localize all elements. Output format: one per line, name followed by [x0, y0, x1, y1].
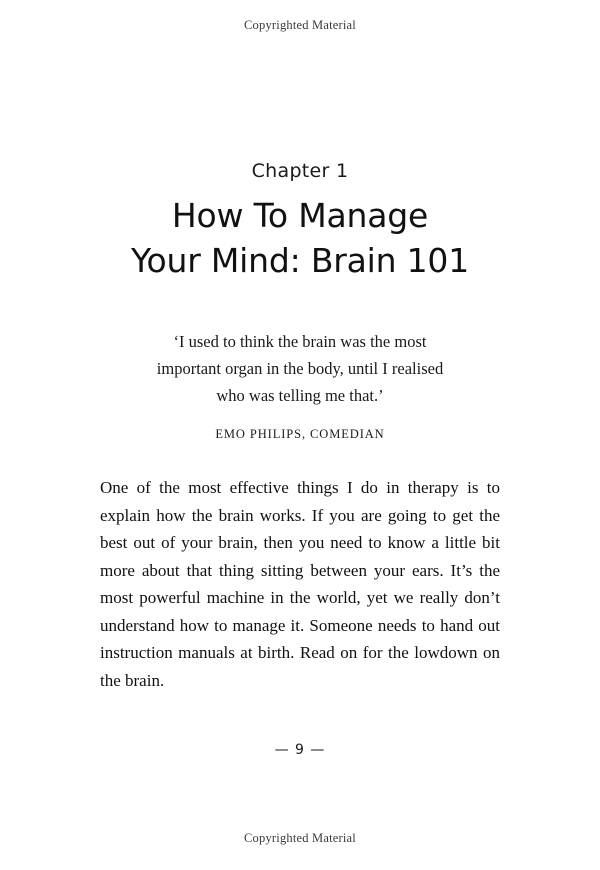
chapter-title — [86, 194, 514, 283]
epigraph-line-2: important organ in the body, until I realised — [156, 358, 444, 378]
epigraph-line-3: who was telling me that.’ — [216, 385, 384, 405]
epigraph-attribution: EMO PHILIPS, COMEDIAN — [215, 427, 385, 442]
page-number: — 9 — — [274, 742, 326, 758]
chapter-title-line-2: Your Mind: Brain 101 — [130, 240, 470, 280]
body-paragraph: One of the most effective things I do in therapy is to explain how the brain works. If you are going to get the best out of your brain, then you need to know a little bit more about that thing sitting between your ears. It’s the most powerful machine in the world, yet we really don’t understand how to manage it. Someone needs to hand out instruction manuals at birth. Read on for the lowdown on the brain. — [100, 478, 500, 690]
copyright-watermark-top: Copyrighted Material — [244, 18, 356, 32]
epigraph-quote — [100, 329, 500, 409]
copyright-watermark-bottom: Copyrighted Material — [244, 831, 356, 845]
page-content — [100, 160, 500, 712]
chapter-label: Chapter 1 — [251, 160, 349, 182]
epigraph-line-1: ‘I used to think the brain was the most — [173, 332, 427, 352]
chapter-title-line-1: How To Manage — [171, 196, 429, 235]
